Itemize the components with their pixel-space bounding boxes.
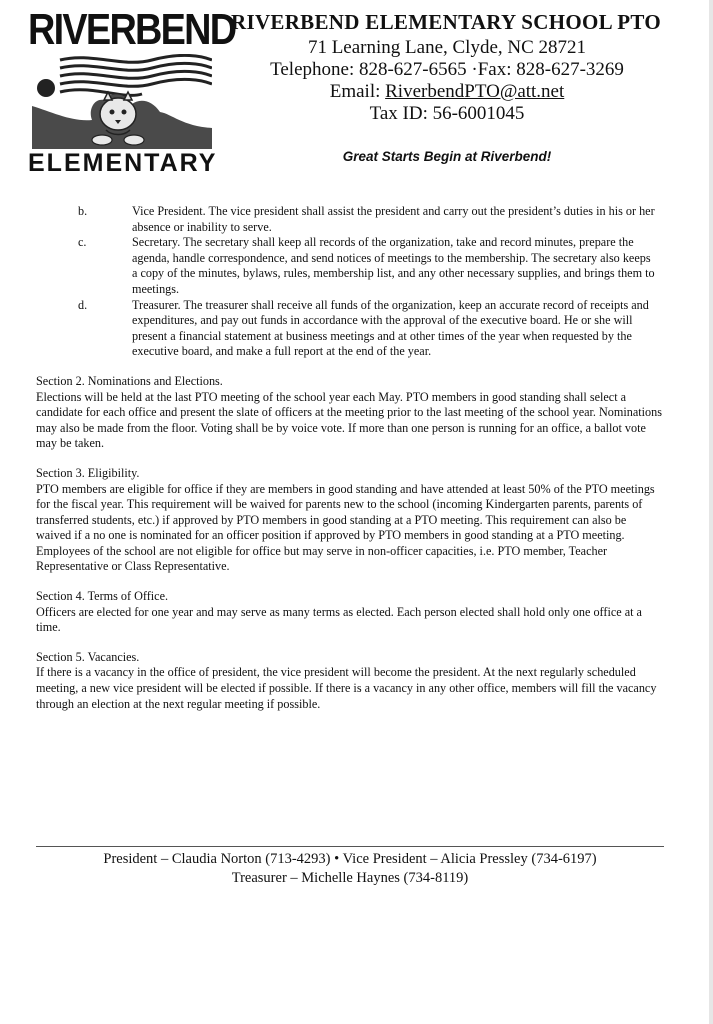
- officer-item-treasurer: [36, 298, 664, 360]
- item-letter: d.: [78, 297, 88, 312]
- section-eligibility: [36, 466, 664, 575]
- email-label: Email:: [329, 81, 386, 102]
- logo-top-word: RIVERBEND: [28, 5, 236, 54]
- item-letter: c.: [78, 235, 87, 250]
- section-body: Elections will be held at the last PTO meeting of the school year each May. PTO members in good standing shall select a candidate for each office and present the slate of officers at the meeting prior to the last meeting of the school year. Nominations may also be made from the floor. Voting shall be by voice vote. If more than one person is running for an office, a ballot vote may be taken.: [36, 389, 662, 451]
- organization-name: RIVERBEND ELEMENTARY SCHOOL PTO: [231, 10, 661, 34]
- section-body: PTO members are eligible for office if they are members in good standing and have attended at least 50% of the PTO meetings for the fiscal year. This requirement will be waived for parents new to the school (incoming Kindergarten parents, parents of transferred students, etc.) if approved by PTO members in good standing at a PTO meeting. This requirement can also be waived if a no one is nominated for an officer position if approved by PTO members in good standing at a PTO meeting. Employees of the school are not eligible for office but may serve in non-officer capacities, i.e. PTO member, Teacher Representative or Class Representative.: [36, 481, 655, 574]
- officer-item-secretary: [36, 235, 664, 297]
- panther-on-waves-icon: [32, 54, 212, 149]
- phone-fax-line: Telephone: 828-627-6565 ·Fax: 828-627-3269: [270, 59, 624, 80]
- email-line: [222, 81, 672, 103]
- page-edge: [709, 0, 713, 1024]
- section-title: Section 2. Nominations and Elections.: [36, 373, 223, 388]
- address-line: 71 Learning Lane, Clyde, NC 28721: [307, 37, 587, 58]
- school-logo: [28, 5, 236, 177]
- email-link[interactable]: RiverbendPTO@att.net: [385, 81, 565, 102]
- item-letter: b.: [78, 204, 88, 218]
- footer-divider: [36, 846, 664, 847]
- section-title: Section 5. Vacancies.: [36, 649, 140, 664]
- item-text: Vice President. The vice president shall assist the president and carry out the president’s duties in his or her absence or inability to serve.: [132, 204, 655, 234]
- footer-officers-line-1: President – Claudia Norton (713-4293) • Vice President – Alicia Pressley (734-6197): [103, 851, 597, 867]
- officer-item-vice-president: [36, 204, 664, 235]
- item-text: Secretary. The secretary shall keep all records of the organization, take and record minutes, prepare the agenda, handle correspondence, and send notices of meetings to the membership. The secretary also keeps a copy of the minutes, bylaws, rules, membership list, and any other necessary supplies, and brings them to meetings.: [132, 235, 655, 296]
- section-title: Section 3. Eligibility.: [36, 465, 140, 480]
- section-body: If there is a vacancy in the office of president, the vice president will become the president. At the next regularly scheduled meeting, a new vice president will be elected if possible. If there is a vacancy in any other office, members will fill the vacancy through an election at the next regular meeting if possible.: [36, 665, 657, 711]
- section-body: Officers are elected for one year and may serve as many terms as elected. Each person elected shall hold only one office at a time.: [36, 604, 642, 635]
- tax-id-line: Tax ID: 56-6001045: [369, 103, 525, 124]
- footer-officers-line-2: Treasurer – Michelle Haynes (734-8119): [231, 870, 469, 886]
- slogan: Great Starts Begin at Riverbend!: [342, 149, 552, 164]
- logo-bottom-word: ELEMENTARY: [28, 149, 218, 177]
- section-terms-of-office: [36, 589, 664, 636]
- section-vacancies: [36, 650, 664, 712]
- section-title: Section 4. Terms of Office.: [36, 589, 169, 604]
- section-nominations-elections: [36, 374, 664, 452]
- document-body: [36, 204, 664, 712]
- item-text: Treasurer. The treasurer shall receive all funds of the organization, keep an accurate record of receipts and expenditures, and pay out funds in accordance with the approval of the executive board. He or she will present a financial statement at business meetings and at other times of the year when requested by the executive board, and make a full report at the end of the year.: [132, 297, 649, 359]
